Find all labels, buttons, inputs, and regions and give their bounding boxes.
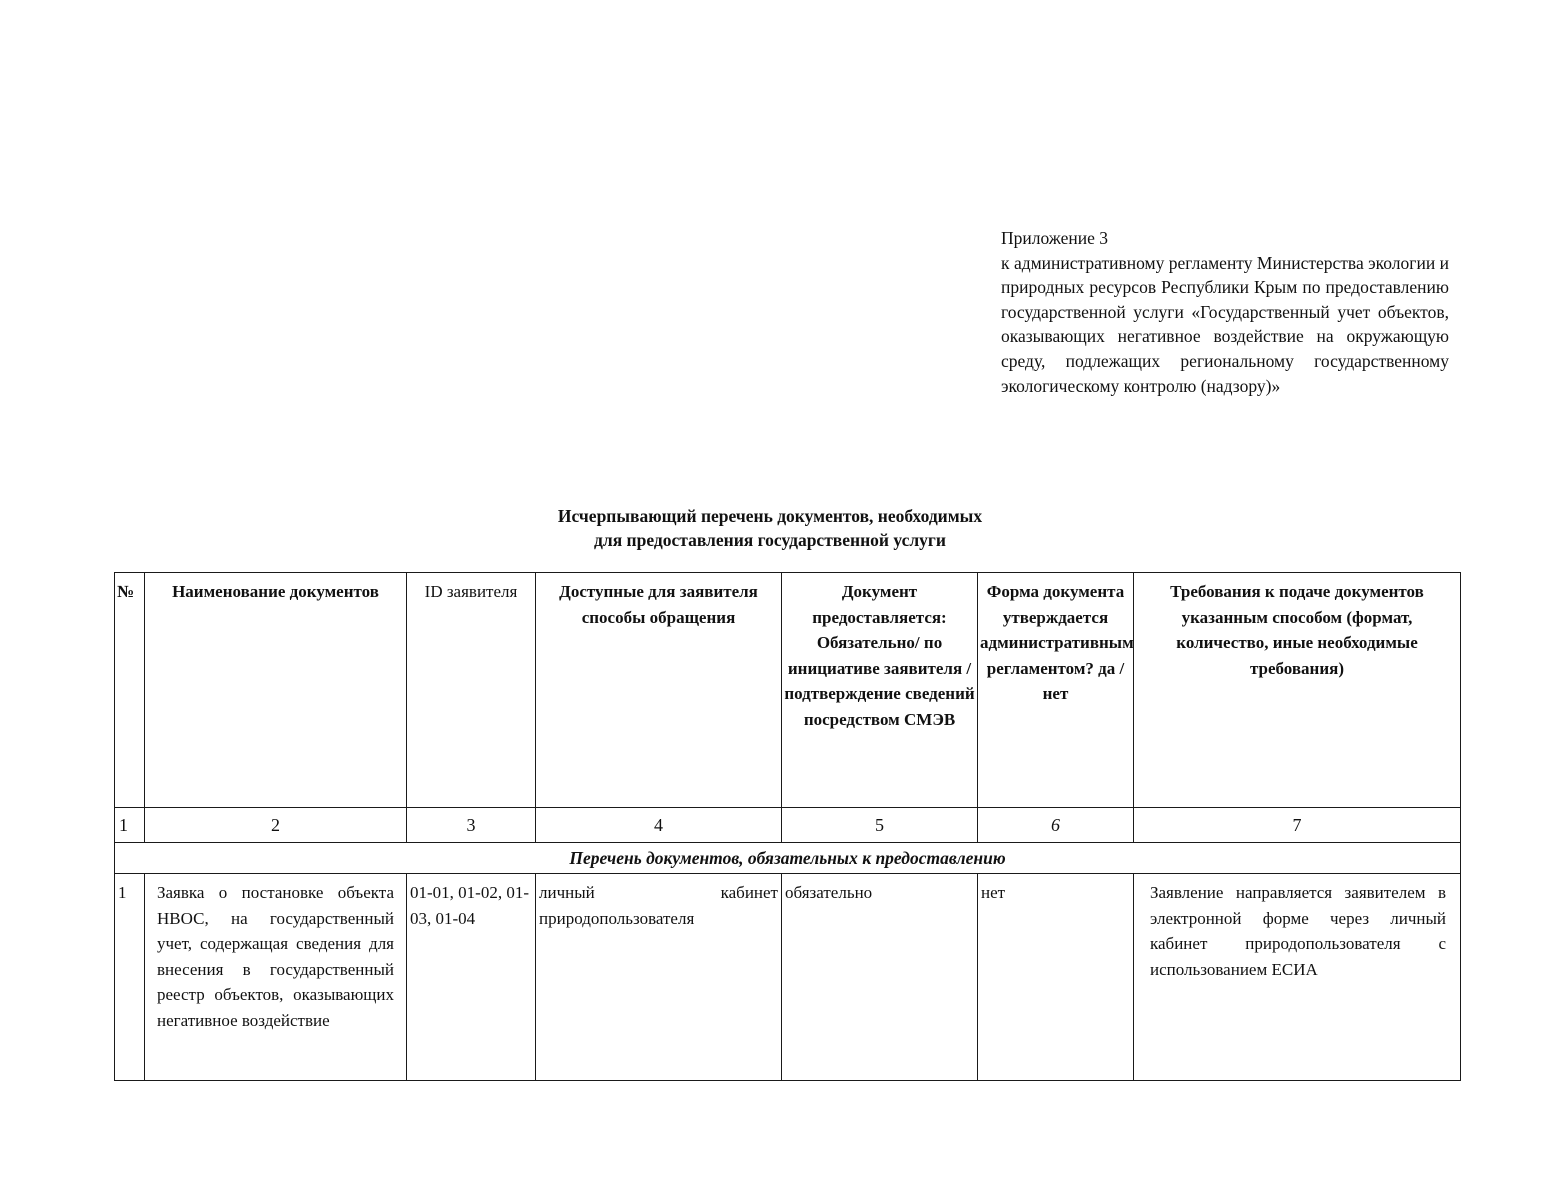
documents-table bbox=[114, 572, 1461, 1081]
table-header-row bbox=[115, 573, 1461, 808]
appendix-body: к административному регламенту Министерства экологии и природных ресурсов Республики Крым по предоставлению государственной услуги «Государственный учет объектов, оказывающих негативное воздействие на окружающую среду, подлежащих региональному государственному экологическому контролю (надзору)» bbox=[1001, 252, 1449, 396]
appendix-note bbox=[1001, 226, 1449, 398]
column-number-4: 4 bbox=[536, 808, 782, 843]
header-applicant-id: ID заявителя bbox=[407, 573, 536, 808]
appendix-number: Приложение 3 bbox=[1001, 228, 1109, 248]
header-requirements: Требования к подаче документов указанным способом (формат, количество, иные необходимые требования) bbox=[1134, 573, 1461, 808]
row-requirements: Заявление направляется заявителем в электронной форме через личный кабинет природопользователя с использованием ЕСИА bbox=[1134, 874, 1461, 1081]
document-title bbox=[420, 504, 1120, 552]
header-document-name: Наименование документов bbox=[145, 573, 407, 808]
row-applicant-id: 01-01, 01-02, 01-03, 01-04 bbox=[407, 874, 536, 1081]
table-row bbox=[115, 874, 1461, 1081]
title-line-2: для предоставления государственной услуги bbox=[594, 530, 946, 550]
row-form-approved: нет bbox=[978, 874, 1134, 1081]
column-number-7: 7 bbox=[1134, 808, 1461, 843]
row-provision-type: обязательно bbox=[782, 874, 978, 1081]
row-document-name: Заявка о постановке объекта НВОС, на государственный учет, содержащая сведения для внесения в государственный реестр объектов, оказывающих негативное воздействие bbox=[145, 874, 407, 1081]
section-title: Перечень документов, обязательных к предоставлению bbox=[115, 843, 1461, 874]
header-access-methods: Доступные для заявителя способы обращения bbox=[536, 573, 782, 808]
column-number-5: 5 bbox=[782, 808, 978, 843]
header-provision-type: Документ предоставляется: Обязательно/ по инициативе заявителя /подтверждение сведений посредством СМЭВ bbox=[782, 573, 978, 808]
header-form-approved: Форма документа утверждается административным регламентом? да /нет bbox=[978, 573, 1134, 808]
row-number: 1 bbox=[115, 874, 145, 1081]
row-access-method: личный кабинет природопользователя bbox=[536, 874, 782, 1081]
column-number-2: 2 bbox=[145, 808, 407, 843]
section-row bbox=[115, 843, 1461, 874]
title-line-1: Исчерпывающий перечень документов, необходимых bbox=[557, 506, 983, 526]
column-numbers-row bbox=[115, 808, 1461, 843]
column-number-6: 6 bbox=[978, 808, 1134, 843]
column-number-3: 3 bbox=[407, 808, 536, 843]
header-number: № bbox=[115, 573, 145, 808]
column-number-1: 1 bbox=[115, 808, 145, 843]
